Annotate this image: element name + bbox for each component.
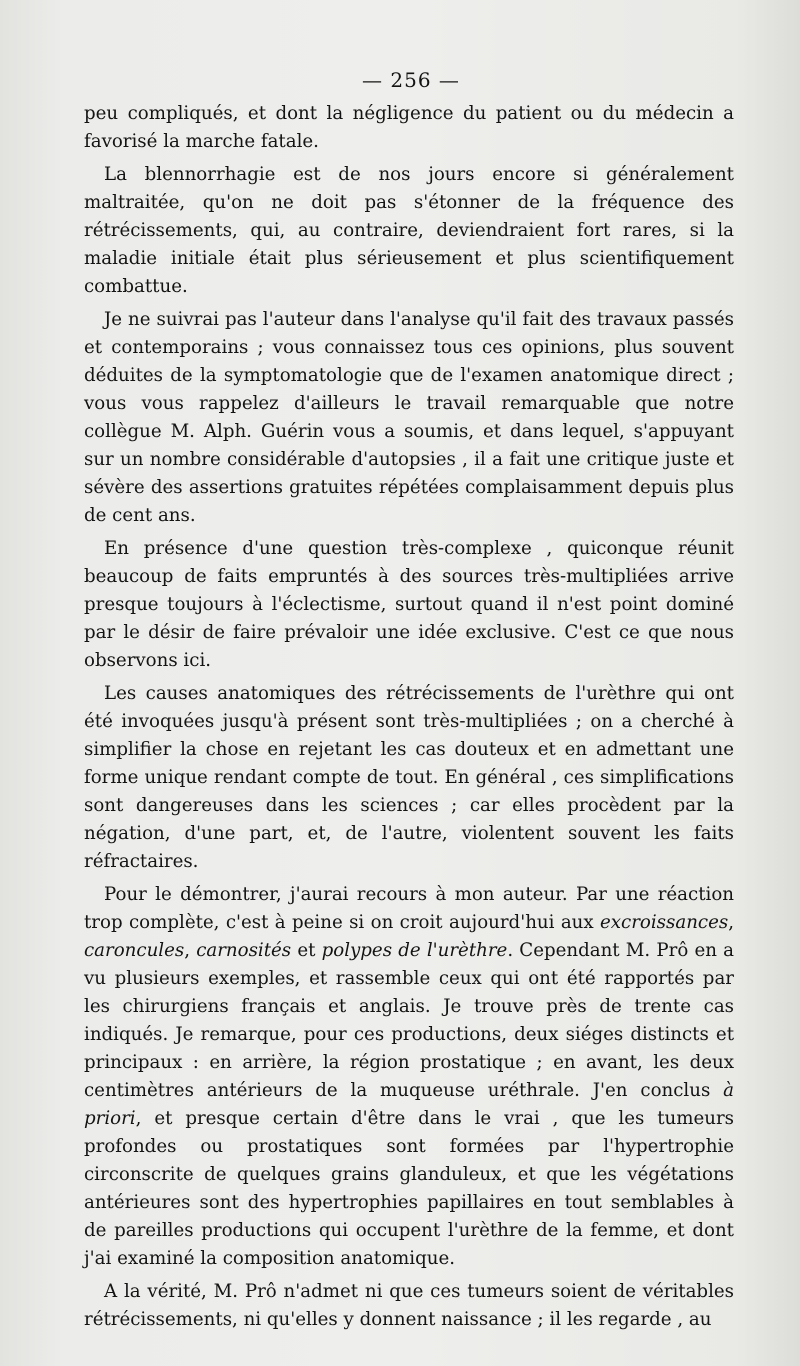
- text-run: Pour le démontrer, j'aurai recours à mon auteur. Par une réaction trop complète, c'est à peine si on croit aujourd'hui aux: [84, 884, 734, 933]
- text-run: La blennorrhagie est de nos jours encore si généralement maltraitée, qu'on ne doit pas s'étonner de la fréquence des rétrécissements, qui, au contraire, deviendraient fort rares, si la maladie initiale était plus sérieusement et plus scientifiquement combattue.: [84, 164, 734, 297]
- text-run: ,: [184, 940, 197, 961]
- paragraph: [84, 161, 734, 301]
- body-text: [84, 100, 734, 1334]
- paragraph: [84, 535, 734, 675]
- paragraph: [84, 100, 734, 156]
- text-run: ,: [728, 912, 734, 933]
- paragraph: [84, 306, 734, 530]
- italic-term: carnosités: [196, 940, 292, 961]
- page-number: — 256 —: [362, 68, 460, 92]
- paragraph: [84, 1278, 734, 1334]
- text-run: Les causes anatomiques des rétrécissements de l'urèthre qui ont été invoquées jusqu'à présent sont très-multipliées ; on a cherché à simplifier la chose en rejetant les cas douteux et en admettant une forme unique rendant compte de tout. En général , ces simplifications sont dangereuses dans les sciences ; car elles procèdent par la négation, d'une part, et, de l'autre, violentent souvent les faits réfractaires.: [84, 683, 734, 872]
- text-run: et: [291, 940, 322, 961]
- text-run: A la vérité, M. Prô n'admet ni que ces tumeurs soient de véritables rétrécissements, ni qu'elles y donnent naissance ; il les regarde , au: [84, 1281, 734, 1330]
- paragraph: [84, 881, 734, 1273]
- paragraph: [84, 680, 734, 876]
- italic-term: caroncules: [84, 940, 185, 961]
- text-run: peu compliqués, et dont la négligence du patient ou du médecin a favorisé la marche fatale.: [84, 103, 734, 152]
- italic-term: excroissances: [600, 912, 729, 933]
- text-run: . Cependant M. Prô en a vu plusieurs exemples, et rassemble ceux qui ont été rapportés par les chirurgiens français et anglais. Je trouve près de trente cas indiqués. Je remarque, pour ces productions, deux siéges distincts et principaux : en arrière, la région prostatique ; en avant, les deux centimètres antérieurs de la muqueuse uréthrale. J'en conclus: [84, 940, 734, 1101]
- text-run: En présence d'une question très-complexe , quiconque réunit beaucoup de faits empruntés à des sources très-multipliées arrive presque toujours à l'éclectisme, surtout quand il n'est point dominé par le désir de faire prévaloir une idée exclusive. C'est ce que nous observons ici.: [84, 538, 734, 671]
- italic-term: polypes de l'urèthre: [321, 940, 508, 961]
- text-run: , et presque certain d'être dans le vrai , que les tumeurs profondes ou prostatiques sont formées par l'hypertrophie circonscrite de quelques grains glanduleux, et que les végétations antérieures sont des hypertrophies papillaires en tout semblables à de pareilles productions qui occupent l'urèthre de la femme, et dont j'ai examiné la composition anatomique.: [84, 1108, 734, 1269]
- italic-term: à priori: [84, 1080, 734, 1129]
- text-run: Je ne suivrai pas l'auteur dans l'analyse qu'il fait des travaux passés et contemporains ; vous connaissez tous ces opinions, plus souvent déduites de la symptomatologie que de l'examen anatomique direct ; vous vous rappelez d'ailleurs le travail remarquable que notre collègue M. Alph. Guérin vous a soumis, et dans lequel, s'appuyant sur un nombre considérable d'autopsies , il a fait une critique juste et sévère des assertions gratuites répétées complaisamment depuis plus de cent ans.: [84, 309, 734, 526]
